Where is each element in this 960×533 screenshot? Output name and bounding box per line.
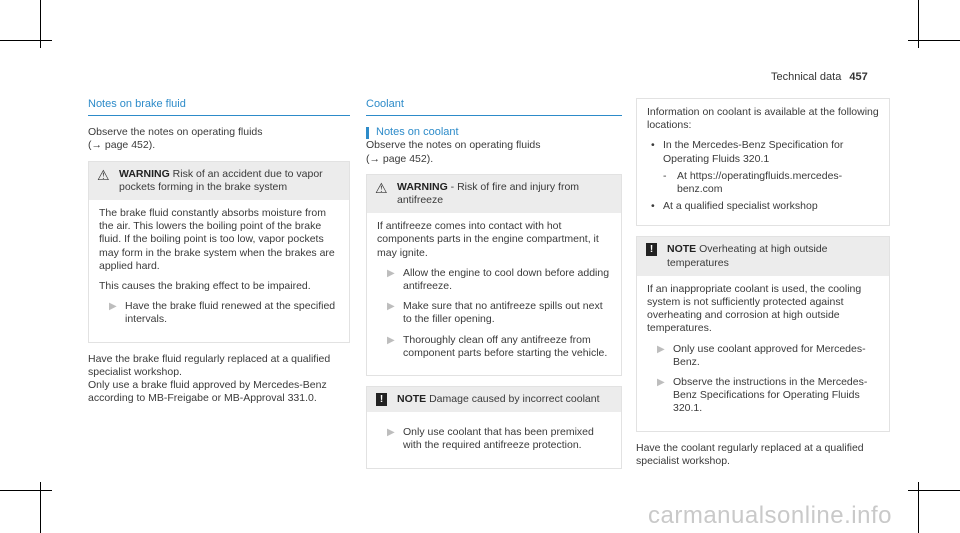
instruction-step: ▶ Allow the engine to cool down before adding antifreeze. [387,266,610,293]
paragraph: If antifreeze comes into contact with hot components parts in the engine compartment, it may ignite. [377,220,599,259]
paragraph: Information on coolant is available at the following locations: [647,106,879,132]
warning-header [367,175,621,213]
note-body [367,412,621,467]
info-body [637,99,889,225]
note-box [636,236,890,431]
paragraph: The brake fluid constantly absorbs moisture from the air. This lowers the boiling point of the brake fluid. If the boiling point is too low, vapor pockets may form in the brake system when the brakes are applied hard. [99,207,335,272]
note-heading: Damage caused by incorrect coolant [429,393,600,406]
page-link[interactable]: (→ page 452). [88,139,156,152]
note-label: NOTE [667,243,697,256]
warning-body [89,200,349,342]
paragraph: This causes the braking effect to be impaired. [99,280,311,293]
subsection-title: Notes on coolant [366,126,622,139]
instruction-step: ▶ Have the brake fluid renewed at the specified intervals. [109,300,336,326]
paragraph: Have the coolant regularly replaced at a qualified specialist workshop. [636,441,864,467]
warning-heading: Risk of an accident due to vapor pockets forming in the brake system [119,167,323,193]
exclamation-icon: ! [376,393,387,406]
paragraph: Observe the notes on operating fluids (→ page 452). [88,126,263,152]
arrow-icon: ▶ [387,267,395,279]
section-name: Technical data [771,71,842,83]
note-box [366,386,622,469]
title-bar [366,127,369,139]
warning-label: WARNING [397,180,448,193]
section-title: Coolant [366,98,622,116]
arrow-icon: ▶ [387,427,395,439]
instruction-step: ▶ Only use coolant approved for Mercedes-Benz. [657,342,866,368]
warning-icon: ⚠ [97,166,110,183]
column-brake-fluid [88,98,350,412]
column-coolant [366,98,622,479]
warning-body [367,213,621,375]
paragraph: Have the brake fluid regularly replaced at a qualified specialist workshop. Only use a brake fluid approved by Mercedes-Benz according to MB-Freigabe or MB-Approval 331.0. [88,352,331,405]
bullet-icon: • [651,200,655,213]
warning-label: WARNING [119,167,170,180]
info-box [636,98,890,226]
exclamation-icon: ! [646,243,657,256]
paragraph: If an inappropriate coolant is used, the cooling system is not sufficiently protected against overheating and corrosion at high outside temperatures. [647,282,862,335]
crop-mark [908,40,960,41]
arrow-icon: ▶ [657,377,665,389]
arrow-icon: ▶ [657,343,665,355]
page-number: 457 [849,71,868,83]
page-link[interactable]: (→ page 452). [366,152,434,165]
instruction-step: ▶ Thoroughly clean off any antifreeze from component parts before starting the vehicle. [387,333,608,359]
warning-icon: ⚠ [375,179,388,196]
instruction-step: ▶ Observe the instructions in the Mercedes-Benz Specifications for Operating Fluids 320.1. [657,376,868,415]
list-subitem [647,170,879,196]
warning-header [89,162,349,200]
note-header [637,237,889,275]
warning-box [88,161,350,343]
column-coolant-continued [636,98,890,475]
arrow-icon: ▶ [387,301,395,313]
arrow-icon: ▶ [387,334,395,346]
section-title: Notes on brake fluid [88,98,350,116]
crop-mark [908,490,960,491]
warning-box [366,174,622,376]
arrow-icon: ▶ [109,301,117,313]
watermark: carmanualsonline.info [648,502,892,529]
note-label: NOTE [397,393,427,406]
list-item: • In the Mercedes-Benz Specification for Operating Fluids 320.1 [651,139,844,165]
crop-mark [0,40,52,41]
crop-mark [0,490,52,491]
page-header [771,71,868,83]
warning-heading: - Risk of fire and injury from antifreeze [397,180,580,207]
note-body [637,276,889,431]
dash-icon: - [663,169,667,182]
list-item: • At a qualified specialist workshop [651,200,818,213]
bullet-icon: • [651,139,655,152]
instruction-step: ▶ Make sure that no antifreeze spills out next to the filler opening. [387,300,603,326]
note-heading: Overheating at high outside temperatures [667,243,828,269]
instruction-step: ▶ Only use coolant that has been premixed with the required antifreeze protection. [387,426,594,452]
paragraph: Observe the notes on operating fluids (→ page 452). [366,139,541,165]
url-link[interactable]: At https://operatingfluids.mercedes-benz.com [677,169,843,196]
note-header [367,387,621,412]
